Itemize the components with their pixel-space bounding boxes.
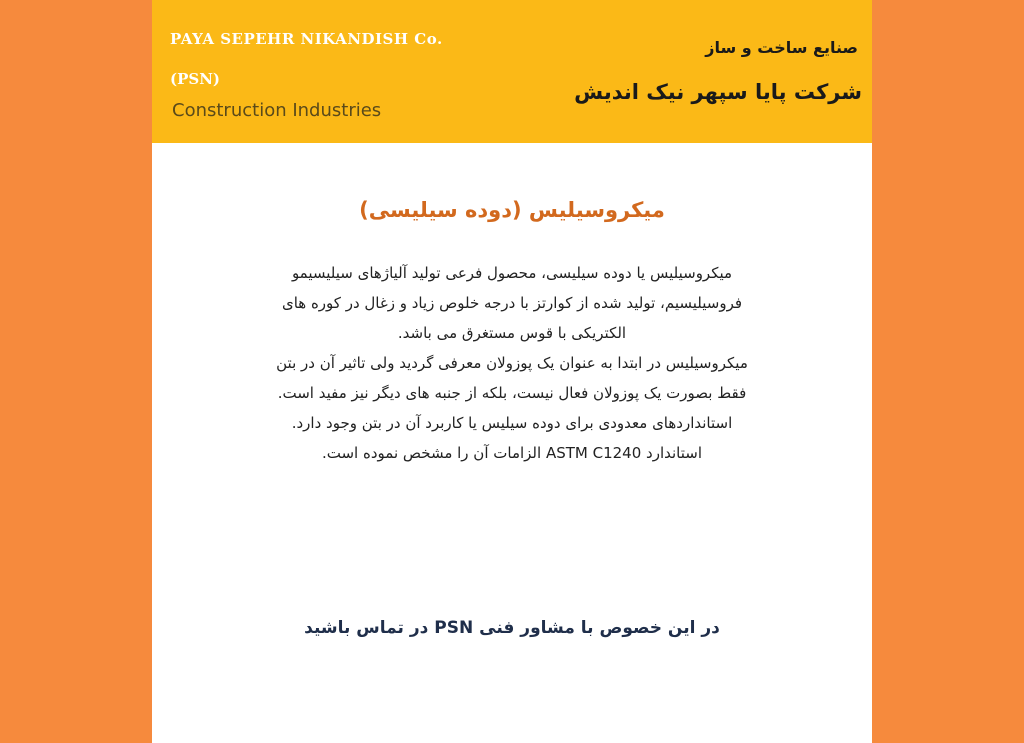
article-body bbox=[212, 258, 812, 468]
industry-en: Construction Industries bbox=[172, 100, 382, 121]
body-line: الکتریکی با قوس مستغرق می باشد. bbox=[397, 324, 627, 342]
body-line: استاندارد ASTM C1240 الزامات آن را مشخص نموده است. bbox=[321, 444, 702, 462]
header-banner bbox=[152, 0, 872, 143]
body-line: فروسیلیسیم، تولید شده از کوارتز با درجه خلوص زیاد و زغال در کوره های bbox=[281, 294, 743, 312]
contact-note: در این خصوص با مشاور فنی PSN در تماس باشید bbox=[304, 618, 720, 638]
body-line: میکروسیلیس در ابتدا به عنوان یک پوزولان معرفی گردید ولی تاثیر آن در بتن bbox=[276, 354, 748, 372]
company-name-fa: شرکت پایا سپهر نیک اندیش bbox=[574, 80, 862, 104]
industry-fa: صنایع ساخت و ساز bbox=[705, 38, 858, 57]
body-line: استانداردهای معدودی برای دوده سیلیس یا کاربرد آن در بتن وجود دارد. bbox=[291, 414, 733, 432]
company-name-en: PAYA SEPEHR NIKANDISH Co. bbox=[170, 30, 443, 48]
article-title: میکروسیلیس (دوده سیلیسی) bbox=[359, 198, 665, 222]
company-abbr: (PSN) bbox=[170, 70, 221, 88]
document-card bbox=[152, 0, 872, 743]
body-line: میکروسیلیس یا دوده سیلیسی، محصول فرعی تولید آلیاژهای سیلیسیمو bbox=[291, 264, 733, 282]
body-line: فقط بصورت یک پوزولان فعال نیست، بلکه از جنبه های دیگر نیز مفید است. bbox=[277, 384, 747, 402]
